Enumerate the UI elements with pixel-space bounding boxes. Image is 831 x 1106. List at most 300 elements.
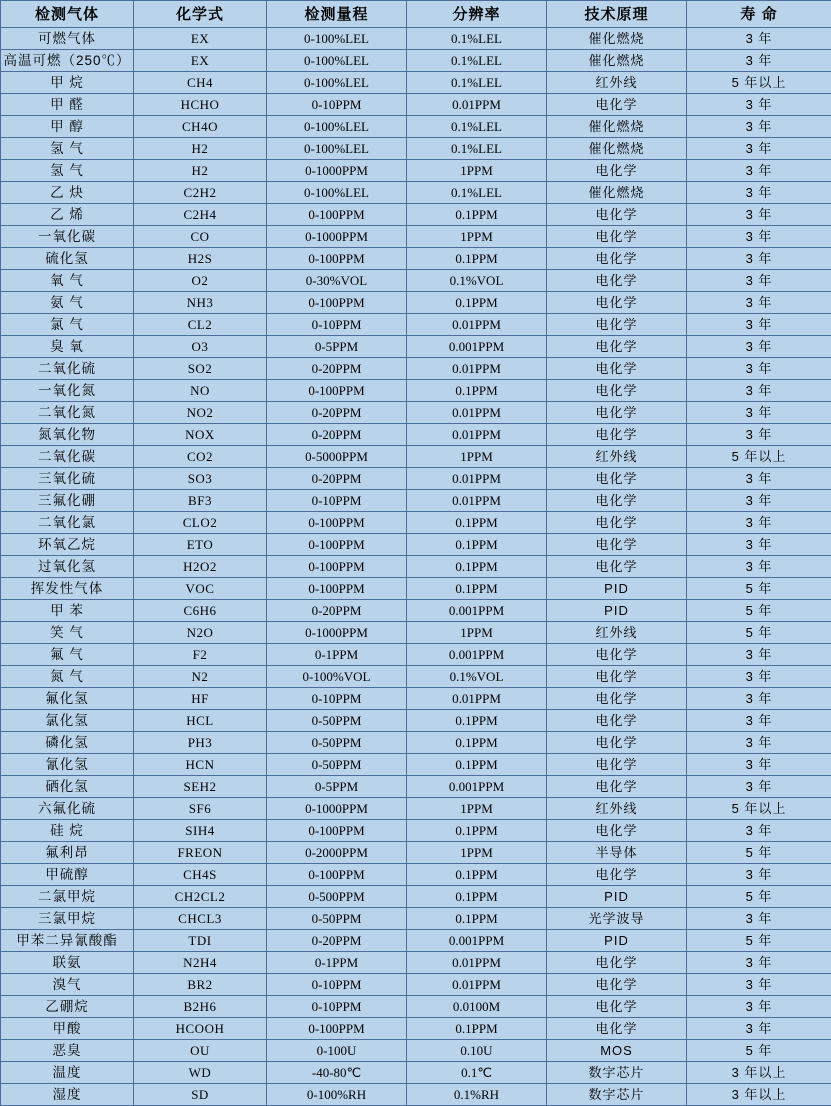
cell-gas: 硅 烷 (1, 820, 134, 842)
cell-gas: 氯 气 (1, 314, 134, 336)
cell-technology: 红外线 (547, 622, 687, 644)
cell-range: 0-100PPM (267, 534, 407, 556)
cell-resolution: 0.1%LEL (407, 182, 547, 204)
cell-range: 0-20PPM (267, 402, 407, 424)
cell-resolution: 1PPM (407, 446, 547, 468)
table-body (1, 28, 831, 1106)
cell-resolution: 0.1PPM (407, 886, 547, 908)
cell-technology: 电化学 (547, 248, 687, 270)
cell-lifetime: 3 年 (687, 732, 831, 754)
cell-resolution: 0.001PPM (407, 600, 547, 622)
cell-formula: PH3 (134, 732, 267, 754)
cell-formula: SO2 (134, 358, 267, 380)
cell-technology: 半导体 (547, 842, 687, 864)
cell-formula: CH2CL2 (134, 886, 267, 908)
cell-lifetime: 5 年以上 (687, 72, 831, 94)
table-row (1, 314, 831, 336)
cell-lifetime: 3 年 (687, 424, 831, 446)
cell-lifetime: 3 年 (687, 996, 831, 1018)
cell-range: 0-20PPM (267, 930, 407, 952)
cell-technology: 电化学 (547, 490, 687, 512)
cell-gas: 硒化氢 (1, 776, 134, 798)
cell-gas: 可燃气体 (1, 28, 134, 50)
table-row (1, 182, 831, 204)
cell-lifetime: 3 年 (687, 864, 831, 886)
table-row (1, 842, 831, 864)
cell-formula: O3 (134, 336, 267, 358)
table-row (1, 138, 831, 160)
cell-formula: WD (134, 1062, 267, 1084)
cell-gas: 挥发性气体 (1, 578, 134, 600)
cell-range: -40-80℃ (267, 1062, 407, 1084)
table-row (1, 94, 831, 116)
table-row (1, 160, 831, 182)
cell-lifetime: 3 年 (687, 292, 831, 314)
cell-resolution: 0.1%VOL (407, 666, 547, 688)
cell-technology: PID (547, 578, 687, 600)
column-header-lifetime: 寿 命 (687, 1, 831, 28)
cell-technology: 电化学 (547, 864, 687, 886)
cell-technology: 电化学 (547, 556, 687, 578)
table-row (1, 1084, 831, 1106)
cell-gas: 甲 醛 (1, 94, 134, 116)
cell-resolution: 0.1PPM (407, 732, 547, 754)
table-row (1, 622, 831, 644)
cell-resolution: 1PPM (407, 160, 547, 182)
table-row (1, 204, 831, 226)
cell-resolution: 0.01PPM (407, 424, 547, 446)
cell-formula: H2 (134, 160, 267, 182)
cell-resolution: 0.01PPM (407, 358, 547, 380)
cell-range: 0-100PPM (267, 204, 407, 226)
cell-range: 0-20PPM (267, 424, 407, 446)
cell-range: 0-50PPM (267, 732, 407, 754)
cell-gas: 氮氧化物 (1, 424, 134, 446)
cell-gas: 温度 (1, 1062, 134, 1084)
cell-gas: 氢 气 (1, 160, 134, 182)
cell-formula: C2H4 (134, 204, 267, 226)
cell-formula: C2H2 (134, 182, 267, 204)
cell-technology: 红外线 (547, 446, 687, 468)
cell-resolution: 0.1%LEL (407, 72, 547, 94)
cell-technology: 电化学 (547, 204, 687, 226)
cell-lifetime: 3 年 (687, 974, 831, 996)
table-row (1, 996, 831, 1018)
cell-formula: F2 (134, 644, 267, 666)
cell-technology: 催化燃烧 (547, 28, 687, 50)
cell-resolution: 0.1PPM (407, 556, 547, 578)
cell-gas: 二氯甲烷 (1, 886, 134, 908)
cell-formula: CO2 (134, 446, 267, 468)
cell-lifetime: 5 年 (687, 622, 831, 644)
cell-resolution: 0.1PPM (407, 204, 547, 226)
cell-formula: CO (134, 226, 267, 248)
cell-lifetime: 3 年 (687, 314, 831, 336)
cell-gas: 六氟化硫 (1, 798, 134, 820)
cell-lifetime: 3 年 (687, 556, 831, 578)
table-row (1, 116, 831, 138)
cell-technology: 电化学 (547, 952, 687, 974)
cell-gas: 三氯甲烷 (1, 908, 134, 930)
cell-range: 0-100PPM (267, 820, 407, 842)
cell-lifetime: 3 年 (687, 160, 831, 182)
cell-range: 0-10PPM (267, 974, 407, 996)
cell-range: 0-10PPM (267, 490, 407, 512)
cell-gas: 湿度 (1, 1084, 134, 1106)
cell-formula: OU (134, 1040, 267, 1062)
cell-technology: 光学波导 (547, 908, 687, 930)
cell-resolution: 0.1PPM (407, 820, 547, 842)
cell-resolution: 0.1PPM (407, 512, 547, 534)
cell-range: 0-100PPM (267, 292, 407, 314)
cell-technology: 电化学 (547, 402, 687, 424)
table-row (1, 380, 831, 402)
cell-range: 0-100%LEL (267, 28, 407, 50)
cell-formula: HCHO (134, 94, 267, 116)
table-row (1, 1062, 831, 1084)
cell-formula: H2O2 (134, 556, 267, 578)
cell-technology: 电化学 (547, 732, 687, 754)
cell-range: 0-50PPM (267, 754, 407, 776)
cell-formula: N2 (134, 666, 267, 688)
cell-formula: SD (134, 1084, 267, 1106)
cell-range: 0-100PPM (267, 380, 407, 402)
cell-formula: EX (134, 50, 267, 72)
table-row (1, 556, 831, 578)
column-header-resolution: 分辨率 (407, 1, 547, 28)
cell-technology: 电化学 (547, 974, 687, 996)
cell-resolution: 0.0100M (407, 996, 547, 1018)
cell-technology: 电化学 (547, 94, 687, 116)
cell-range: 0-100PPM (267, 864, 407, 886)
cell-range: 0-100%LEL (267, 72, 407, 94)
table-row (1, 798, 831, 820)
cell-range: 0-100PPM (267, 512, 407, 534)
cell-gas: 环氧乙烷 (1, 534, 134, 556)
cell-gas: 二氧化氮 (1, 402, 134, 424)
cell-technology: 电化学 (547, 996, 687, 1018)
table-row (1, 28, 831, 50)
table-row (1, 248, 831, 270)
cell-resolution: 0.001PPM (407, 644, 547, 666)
table-row (1, 402, 831, 424)
cell-gas: 乙硼烷 (1, 996, 134, 1018)
cell-range: 0-5PPM (267, 776, 407, 798)
cell-formula: HF (134, 688, 267, 710)
cell-resolution: 0.1PPM (407, 578, 547, 600)
cell-technology: 电化学 (547, 710, 687, 732)
cell-lifetime: 3 年 (687, 688, 831, 710)
cell-lifetime: 3 年 (687, 644, 831, 666)
cell-resolution: 1PPM (407, 622, 547, 644)
cell-range: 0-20PPM (267, 358, 407, 380)
cell-lifetime: 3 年 (687, 468, 831, 490)
cell-technology: 电化学 (547, 666, 687, 688)
cell-gas: 氢 气 (1, 138, 134, 160)
cell-range: 0-10PPM (267, 314, 407, 336)
cell-formula: ETO (134, 534, 267, 556)
cell-resolution: 0.01PPM (407, 468, 547, 490)
cell-resolution: 0.01PPM (407, 490, 547, 512)
table-header-row (1, 1, 831, 28)
cell-resolution: 0.1PPM (407, 908, 547, 930)
cell-range: 0-100%RH (267, 1084, 407, 1106)
cell-gas: 二氧化硫 (1, 358, 134, 380)
cell-technology: 红外线 (547, 798, 687, 820)
cell-technology: 数字芯片 (547, 1084, 687, 1106)
cell-formula: HCL (134, 710, 267, 732)
cell-range: 0-100%LEL (267, 138, 407, 160)
cell-technology: 电化学 (547, 424, 687, 446)
cell-lifetime: 5 年以上 (687, 446, 831, 468)
cell-gas: 氨 气 (1, 292, 134, 314)
table-row (1, 490, 831, 512)
table-row (1, 644, 831, 666)
cell-range: 0-1PPM (267, 952, 407, 974)
table-row (1, 424, 831, 446)
table-row (1, 358, 831, 380)
cell-lifetime: 3 年 (687, 28, 831, 50)
cell-lifetime: 3 年以上 (687, 1084, 831, 1106)
cell-range: 0-100U (267, 1040, 407, 1062)
cell-technology: 催化燃烧 (547, 182, 687, 204)
cell-technology: 电化学 (547, 160, 687, 182)
cell-resolution: 0.01PPM (407, 952, 547, 974)
cell-resolution: 0.1%LEL (407, 28, 547, 50)
cell-gas: 笑 气 (1, 622, 134, 644)
cell-resolution: 0.1PPM (407, 754, 547, 776)
cell-technology: 电化学 (547, 820, 687, 842)
table-row (1, 1040, 831, 1062)
cell-gas: 氟化氢 (1, 688, 134, 710)
cell-gas: 乙 烯 (1, 204, 134, 226)
cell-lifetime: 3 年 (687, 248, 831, 270)
cell-formula: CH4S (134, 864, 267, 886)
cell-lifetime: 3 年 (687, 820, 831, 842)
cell-range: 0-5000PPM (267, 446, 407, 468)
cell-resolution: 0.1%RH (407, 1084, 547, 1106)
cell-range: 0-1000PPM (267, 226, 407, 248)
table-row (1, 930, 831, 952)
cell-formula: NO (134, 380, 267, 402)
cell-lifetime: 3 年 (687, 490, 831, 512)
cell-range: 0-30%VOL (267, 270, 407, 292)
column-header-formula: 化学式 (134, 1, 267, 28)
cell-formula: CH4 (134, 72, 267, 94)
cell-gas: 氟利昂 (1, 842, 134, 864)
cell-range: 0-5PPM (267, 336, 407, 358)
cell-technology: 电化学 (547, 1018, 687, 1040)
table-row (1, 336, 831, 358)
cell-lifetime: 3 年 (687, 116, 831, 138)
cell-gas: 氯化氢 (1, 710, 134, 732)
cell-range: 0-10PPM (267, 996, 407, 1018)
cell-range: 0-2000PPM (267, 842, 407, 864)
cell-formula: O2 (134, 270, 267, 292)
cell-lifetime: 3 年 (687, 1018, 831, 1040)
cell-resolution: 0.01PPM (407, 314, 547, 336)
cell-technology: 电化学 (547, 754, 687, 776)
table-row (1, 754, 831, 776)
cell-range: 0-100%VOL (267, 666, 407, 688)
cell-technology: 电化学 (547, 776, 687, 798)
cell-technology: 催化燃烧 (547, 116, 687, 138)
cell-formula: N2O (134, 622, 267, 644)
cell-formula: TDI (134, 930, 267, 952)
table-row (1, 908, 831, 930)
cell-technology: MOS (547, 1040, 687, 1062)
cell-range: 0-10PPM (267, 688, 407, 710)
cell-gas: 高温可燃（250℃） (1, 50, 134, 72)
cell-lifetime: 3 年 (687, 754, 831, 776)
cell-range: 0-1PPM (267, 644, 407, 666)
cell-gas: 甲 醇 (1, 116, 134, 138)
cell-range: 0-1000PPM (267, 798, 407, 820)
cell-technology: 电化学 (547, 534, 687, 556)
cell-technology: 电化学 (547, 292, 687, 314)
cell-resolution: 0.01PPM (407, 402, 547, 424)
cell-gas: 甲硫醇 (1, 864, 134, 886)
cell-gas: 甲酸 (1, 1018, 134, 1040)
cell-formula: VOC (134, 578, 267, 600)
cell-formula: H2 (134, 138, 267, 160)
cell-formula: C6H6 (134, 600, 267, 622)
cell-technology: PID (547, 930, 687, 952)
cell-range: 0-100%LEL (267, 50, 407, 72)
cell-formula: CH4O (134, 116, 267, 138)
cell-gas: 恶臭 (1, 1040, 134, 1062)
table-header (1, 1, 831, 28)
cell-lifetime: 5 年以上 (687, 798, 831, 820)
cell-resolution: 0.001PPM (407, 336, 547, 358)
table-row (1, 578, 831, 600)
table-row (1, 886, 831, 908)
table-row (1, 864, 831, 886)
cell-lifetime: 3 年 (687, 204, 831, 226)
cell-gas: 乙 炔 (1, 182, 134, 204)
cell-range: 0-100%LEL (267, 182, 407, 204)
cell-range: 0-100PPM (267, 1018, 407, 1040)
cell-formula: BF3 (134, 490, 267, 512)
cell-resolution: 0.001PPM (407, 930, 547, 952)
cell-lifetime: 3 年 (687, 710, 831, 732)
cell-range: 0-10PPM (267, 94, 407, 116)
cell-gas: 甲 苯 (1, 600, 134, 622)
cell-resolution: 0.1PPM (407, 292, 547, 314)
cell-formula: NO2 (134, 402, 267, 424)
cell-technology: PID (547, 886, 687, 908)
cell-lifetime: 3 年 (687, 138, 831, 160)
cell-gas: 三氟化硼 (1, 490, 134, 512)
cell-gas: 臭 氧 (1, 336, 134, 358)
cell-range: 0-100%LEL (267, 116, 407, 138)
cell-formula: FREON (134, 842, 267, 864)
cell-technology: 电化学 (547, 336, 687, 358)
cell-lifetime: 5 年 (687, 600, 831, 622)
cell-resolution: 0.1%LEL (407, 138, 547, 160)
cell-gas: 氰化氢 (1, 754, 134, 776)
cell-resolution: 0.01PPM (407, 94, 547, 116)
cell-range: 0-50PPM (267, 908, 407, 930)
cell-lifetime: 3 年 (687, 226, 831, 248)
cell-formula: CLO2 (134, 512, 267, 534)
cell-technology: 电化学 (547, 468, 687, 490)
cell-gas: 一氧化碳 (1, 226, 134, 248)
cell-resolution: 0.1PPM (407, 1018, 547, 1040)
cell-lifetime: 5 年 (687, 930, 831, 952)
cell-resolution: 0.01PPM (407, 974, 547, 996)
cell-lifetime: 5 年 (687, 578, 831, 600)
cell-resolution: 0.001PPM (407, 776, 547, 798)
cell-resolution: 0.1PPM (407, 710, 547, 732)
table-row (1, 1018, 831, 1040)
cell-technology: 电化学 (547, 380, 687, 402)
cell-resolution: 0.1%LEL (407, 116, 547, 138)
cell-formula: NOX (134, 424, 267, 446)
table-row (1, 72, 831, 94)
column-header-gas: 检测气体 (1, 1, 134, 28)
table-row (1, 732, 831, 754)
cell-resolution: 1PPM (407, 798, 547, 820)
cell-technology: 电化学 (547, 314, 687, 336)
table-row (1, 468, 831, 490)
cell-technology: 催化燃烧 (547, 138, 687, 160)
cell-range: 0-100PPM (267, 578, 407, 600)
cell-lifetime: 3 年 (687, 94, 831, 116)
cell-range: 0-1000PPM (267, 160, 407, 182)
cell-formula: CL2 (134, 314, 267, 336)
cell-lifetime: 3 年 (687, 666, 831, 688)
cell-technology: 电化学 (547, 358, 687, 380)
cell-lifetime: 3 年 (687, 336, 831, 358)
cell-lifetime: 3 年 (687, 952, 831, 974)
table-row (1, 600, 831, 622)
cell-lifetime: 3 年 (687, 182, 831, 204)
cell-gas: 甲 烷 (1, 72, 134, 94)
cell-resolution: 0.1%LEL (407, 50, 547, 72)
table-row (1, 974, 831, 996)
cell-gas: 溴气 (1, 974, 134, 996)
cell-formula: BR2 (134, 974, 267, 996)
cell-resolution: 0.10U (407, 1040, 547, 1062)
cell-formula: SEH2 (134, 776, 267, 798)
cell-lifetime: 5 年 (687, 886, 831, 908)
cell-resolution: 1PPM (407, 842, 547, 864)
cell-formula: SIH4 (134, 820, 267, 842)
cell-formula: HCOOH (134, 1018, 267, 1040)
table-row (1, 270, 831, 292)
cell-gas: 一氧化氮 (1, 380, 134, 402)
cell-lifetime: 3 年以上 (687, 1062, 831, 1084)
table-row (1, 50, 831, 72)
table-row (1, 710, 831, 732)
cell-lifetime: 5 年 (687, 842, 831, 864)
cell-resolution: 0.01PPM (407, 688, 547, 710)
cell-technology: 电化学 (547, 644, 687, 666)
table-row (1, 666, 831, 688)
cell-range: 0-100PPM (267, 556, 407, 578)
cell-resolution: 0.1PPM (407, 380, 547, 402)
cell-resolution: 0.1%VOL (407, 270, 547, 292)
cell-gas: 联氨 (1, 952, 134, 974)
cell-lifetime: 3 年 (687, 50, 831, 72)
cell-gas: 甲苯二异氰酸酯 (1, 930, 134, 952)
cell-technology: 电化学 (547, 226, 687, 248)
cell-technology: 电化学 (547, 270, 687, 292)
table-row (1, 534, 831, 556)
column-header-technology: 技术原理 (547, 1, 687, 28)
cell-lifetime: 3 年 (687, 402, 831, 424)
